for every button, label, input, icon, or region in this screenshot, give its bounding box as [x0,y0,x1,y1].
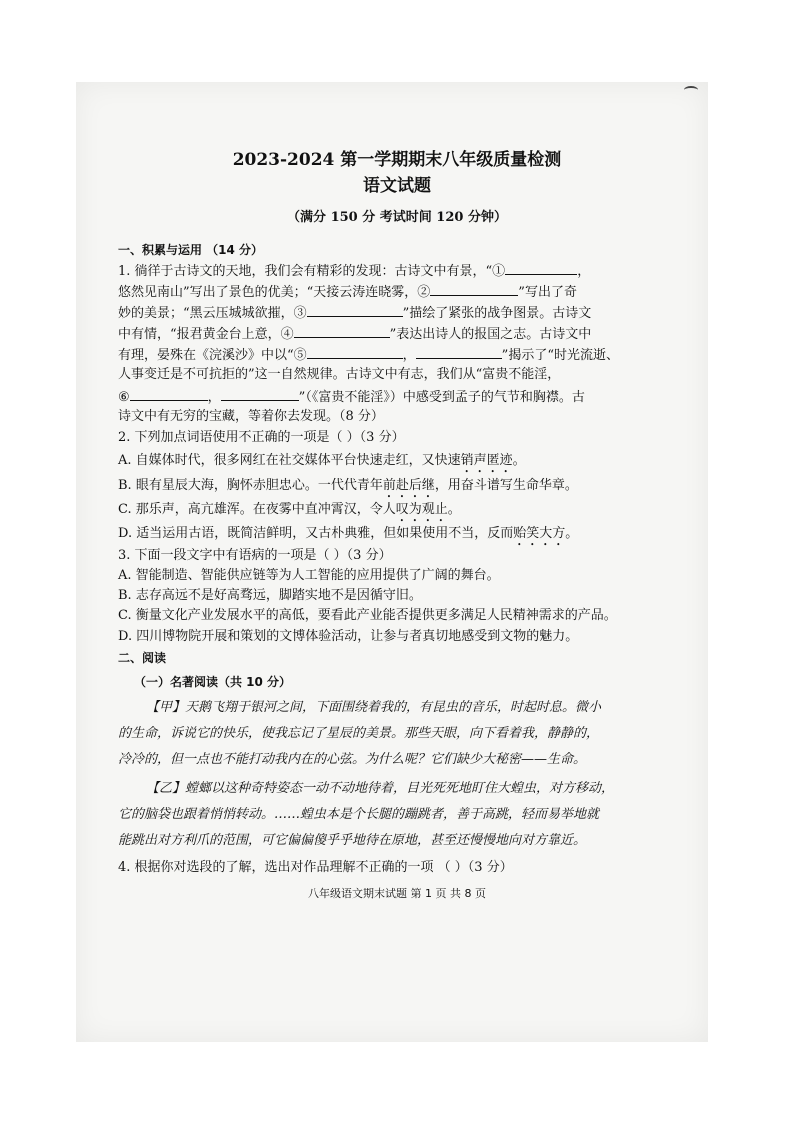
blank-6b[interactable] [221,386,299,401]
blank-1[interactable] [505,260,577,275]
q4-stem: 4. 根据你对选段的了解，选出对作品理解不正确的一项 （ ）（3 分） [118,860,513,875]
q1-line2: 悠然见南山”写出了景色的优美；“天接云涛连晓雾，② ”写出了奇 [118,281,577,303]
passage-jia-line3: 冷冷的，但一点也不能打动我内在的心弦。为什么呢？它们缺少大秘密——生命。 [118,752,587,767]
exam-meta: （满分 150 分 考试时间 120 分钟） [287,210,507,225]
q1-line5: 有理，晏殊在《浣溪沙》中以“⑤ ， ”揭示了“时光流逝、 [118,344,619,366]
section1-heading: 一、积累与运用 （14 分） [118,243,264,257]
passage-jia-line1: 【甲】天鹅飞翔于银河之间，下面围绕着我的，有昆虫的音乐，时起时息。微小 [146,700,602,715]
q3-option-d[interactable]: D. 四川博物院开展和策划的文博体验活动，让参与者真切地感受到文物的魅力。 [118,629,579,644]
q1-line7: ⑥ ， ”（《富贵不能淫》）中感受到孟子的气节和胸襟。古 [118,386,585,408]
blank-3[interactable] [307,302,403,317]
corner-mark [684,86,698,94]
blank-5b[interactable] [416,344,502,359]
q3-stem: 3. 下面一段文字中有语病的一项是（ ）（3 分） [118,548,392,563]
q1-line1: 1. 徜徉于古诗文的天地，我们会有精彩的发现：古诗文中有景，“① ， [118,260,590,282]
blank-2[interactable] [430,281,518,296]
q3-option-a[interactable]: A. 智能制造、智能供应链等为人工智能的应用提供了广阔的舞台。 [118,568,500,583]
exam-subject: 语文试题 [363,176,431,196]
blank-6a[interactable] [130,386,208,401]
page-footer: 八年级语文期末试题 第 1 页 共 8 页 [308,887,486,900]
q1-line3: 妙的美景；“黑云压城城欲摧，③ ”描绘了紧张的战争图景。古诗文 [118,302,591,324]
q2-option-b[interactable]: B. 眼有星辰大海，胸怀赤胆忠心。一代代青年前赴后继，用奋斗谱写生命华章。 [118,478,578,493]
blank-4[interactable] [294,323,390,338]
q3-option-b[interactable]: B. 志存高远不是好高骛远，脚踏实地不是因循守旧。 [118,588,422,603]
q1-line6: 人事变迁是不可抗拒的”这一自然规律。古诗文中有志，我们从“富贵不能淫， [118,367,561,382]
passage-jia-line2: 的生命，诉说它的快乐，使我忘记了星辰的美景。那些天眼，向下看着我，静静的， [118,726,600,741]
q2-stem: 2. 下列加点词语使用不正确的一项是（ ）（3 分） [118,430,405,445]
q2-option-c[interactable]: C. 那乐声，高亢雄浑。在夜雾中直冲霄汉，令人叹为观止。 [118,502,461,517]
q2-option-d[interactable]: D. 适当运用古语，既简洁鲜明，又古朴典雅，但如果使用不当，反而贻笑大方。 [118,526,579,541]
exam-title: 2023-2024 第一学期期末八年级质量检测 [232,150,562,170]
passage-yi-line2: 它的脑袋也跟着悄悄转动。……蝗虫本是个长腿的蹦跳者，善于高跳，轻而易举地就 [118,807,600,822]
blank-5a[interactable] [307,344,403,359]
q2-option-a[interactable]: A. 自媒体时代，很多网红在社交媒体平台快速走红，又快速销声匿迹。 [118,453,526,468]
section2-heading: 二、阅读 [118,651,167,665]
section2-subheading: （一）名著阅读（共 10 分） [134,675,292,689]
passage-yi-line1: 【乙】螳螂以这种奇特姿态一动不动地待着，目光死死地盯住大蝗虫，对方移动， [146,781,615,796]
q1-line4: 中有情，“报君黄金台上意，④ ”表达出诗人的报国之志。古诗文中 [118,323,591,345]
q3-option-c[interactable]: C. 衡量文化产业发展水平的高低，要看此产业能否提供更多满足人民精神需求的产品。 [118,608,617,623]
passage-yi-line3: 能跳出对方利爪的范围，可它偏偏傻乎乎地待在原地，甚至还慢慢地向对方靠近。 [118,833,587,848]
q1-line8: 诗文中有无穷的宝藏，等着你去发现。（8 分） [118,409,384,424]
